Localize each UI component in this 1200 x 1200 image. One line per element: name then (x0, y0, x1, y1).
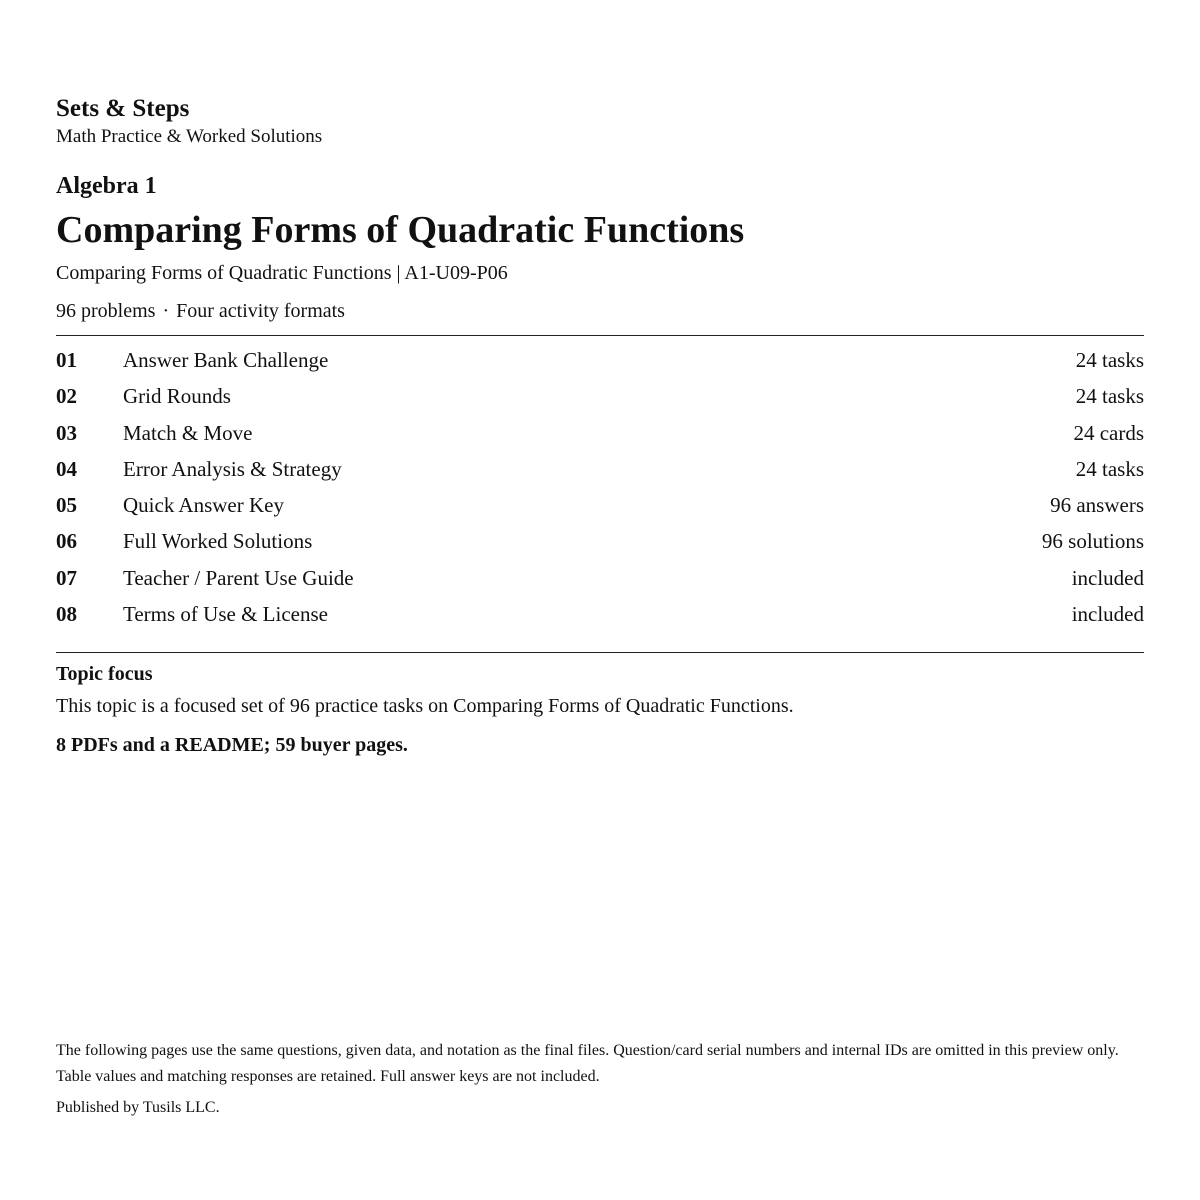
contents-label: Answer Bank Challenge (123, 348, 329, 372)
contents-number: 07 (56, 565, 77, 590)
contents-list (56, 342, 1144, 632)
contents-count: included (1071, 565, 1144, 590)
course-name: Algebra 1 (56, 173, 157, 199)
contents-row (56, 415, 1144, 451)
contents-number: 02 (56, 384, 77, 409)
topic-focus-text: This topic is a focused set of 96 practice tasks on Comparing Forms of Quadratic Functions. (56, 695, 794, 717)
topic-focus-heading: Topic focus (56, 663, 153, 685)
contents-label: Terms of Use & License (123, 602, 328, 627)
contents-count: 24 tasks (1075, 456, 1144, 481)
bottom-divider (56, 652, 1144, 653)
contents-label: Teacher / Parent Use Guide (123, 565, 354, 590)
contents-row (56, 560, 1144, 596)
top-divider (56, 335, 1144, 336)
meta-separator: · (162, 300, 170, 322)
contents-number: 04 (56, 456, 77, 481)
contents-count: included (1071, 602, 1144, 627)
contents-label: Error Analysis & Strategy (123, 456, 342, 481)
format-count: Four activity formats (176, 300, 345, 322)
contents-count: 24 tasks (1075, 384, 1144, 409)
contents-row (56, 523, 1144, 559)
contents-row (56, 378, 1144, 414)
contents-label: Quick Answer Key (123, 493, 284, 518)
page-title: Comparing Forms of Quadratic Functions (56, 209, 745, 251)
problem-count: 96 problems (56, 300, 156, 322)
brand-name: Sets & Steps (56, 95, 190, 122)
file-summary: 8 PDFs and a README; 59 buyer pages. (56, 734, 408, 756)
contents-row (56, 596, 1144, 632)
page-subtitle: Comparing Forms of Quadratic Functions | A1-U09-P06 (56, 262, 508, 284)
contents-number: 05 (56, 493, 77, 518)
contents-label: Match & Move (123, 420, 253, 445)
contents-number: 01 (56, 348, 77, 372)
brand-tagline: Math Practice & Worked Solutions (56, 126, 323, 147)
contents-count: 96 solutions (1041, 529, 1144, 554)
contents-count: 24 cards (1073, 420, 1144, 445)
contents-number: 03 (56, 420, 77, 445)
contents-row (56, 451, 1144, 487)
contents-label: Full Worked Solutions (123, 529, 313, 554)
publisher-line: Published by Tusils LLC. (56, 1099, 220, 1116)
contents-row (56, 487, 1144, 523)
contents-number: 06 (56, 529, 77, 554)
preview-disclaimer: The following pages use the same questions, given data, and notation as the final files. Question/card serial numbers and internal IDs are omitted in this preview only. Table values and matching responses are retained. Full answer keys are not included. (56, 1042, 1119, 1085)
document-page (56, 0, 1144, 1200)
contents-count: 96 answers (1050, 493, 1144, 518)
contents-number: 08 (56, 602, 77, 627)
product-meta (56, 298, 345, 324)
contents-row (56, 342, 1144, 378)
contents-count: 24 tasks (1075, 348, 1144, 372)
contents-label: Grid Rounds (123, 384, 231, 409)
